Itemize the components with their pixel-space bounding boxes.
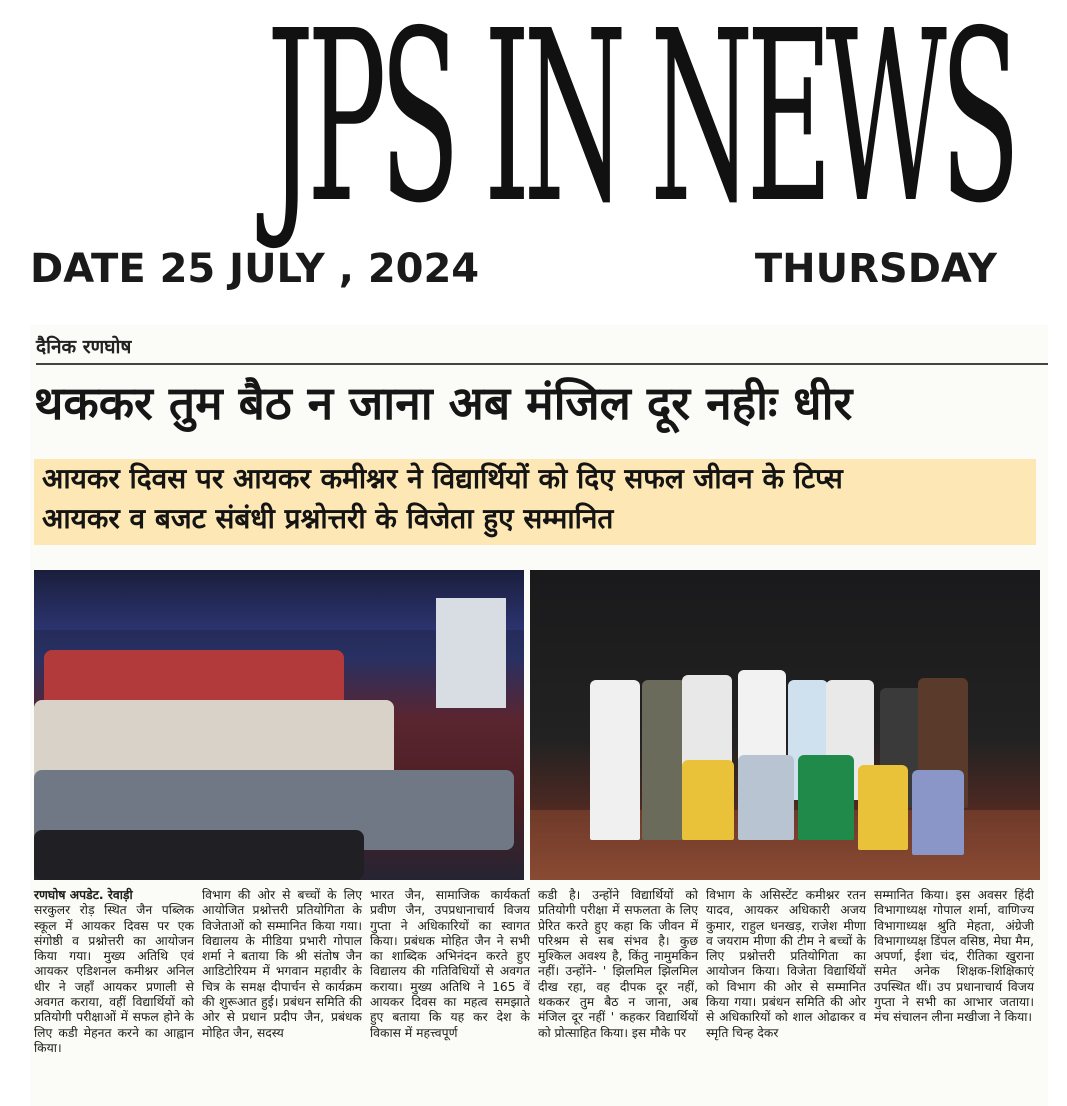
student [682,760,734,840]
student [858,765,908,850]
student [798,755,854,840]
projector-screen [436,598,506,708]
article-column [538,888,698,1041]
subheadline [34,459,1036,545]
column-text: भारत जैन, सामाजिक कार्यकर्ता प्रवीण जैन, उपप्रधानाचार्य विजय गुप्ता ने अधिकारियों का स्वागत किया। प्रबंधक मोहित जैन ने सभी का शाब्दिक अभिनंदन करते हुए विद्यालय की गतिविधियों से अवगत कराया। मुख्य अतिथि ने 165 वें आयकर दिवस का महत्व समझाते हुए बताया कि यह कर देश के विकास में महत्त्वपूर्ण [370,888,530,1040]
article-column [202,888,362,1041]
column-text: सरकुलर रोड़ स्थित जैन पब्लिक स्कूल में आयकर दिवस पर एक संगोष्ठी व प्रश्नोत्तरी का आयोजन किया गया। मुख्य अतिथि एवं आयकर एडिशनल कमीश्नर अनिल धीर ने जहाँ आयकर प्रणाली से अवगत कराया, वहीं विद्यार्थियों को प्रतियोगी परीक्षाओं में सफल होने के लिए कडी मेहनत करने का आह्वान किया। [34,903,194,1055]
dateline [30,246,997,294]
article-body [34,888,1040,1103]
column-text: विभाग के असिस्टेंट कमीश्नर रतन यादव, आयकर अधिकारी अजय कुमार, राहुल धनखड़, राजेश मीणा व जयराम मीणा की टीम ने बच्चों के लिए प्रश्नोत्तरी प्रतियोगिता का आयोजन किया। विजेता विद्यार्थियों को विभाग की ओर से सम्मानित किया गया। प्रबंधन समिति की ओर से अधिकारियों को शाल ओढाकर व स्मृति चिन्ह देकर [706,888,866,1040]
column-text: सम्मानित किया। इस अवसर हिंदी विभागाध्यक्ष गोपाल शर्मा, वाणिज्य विभागाध्यक्ष श्रुति मेहता, अंग्रेजी विभागाध्यक्ष डिंपल वसिष्ठ, मेघा मैम, अपर्णा, ईशा चंद, रीतिका खुराना समेत अनेक शिक्षक-शिक्षिकाएं उपस्थित थीं। उप प्रधानाचार्य विजय गुप्ता ने सभी का आभार जताया। मंच संचालन लीना मखीजा ने किया। [874,888,1034,1025]
column-text: विभाग की ओर से बच्चों के लिए आयोजित प्रश्नोत्तरी प्रतियोगिता के विजेताओं को सम्मानित किया गया। विद्यालय के मीडिया प्रभारी गोपाल शर्मा ने बताया कि श्री संतोष जैन आडिटोरियम में भगवान महावीर के चित्र के समक्ष दीपार्चन से कार्यक्रम की शुरूआत हुई। प्रबंधन समिति की ओर से प्रधान प्रदीप जैन, प्रबंधक मोहित जैन, सदस्य [202,888,362,1040]
auditorium-photo [34,570,524,880]
audience [34,830,364,880]
award-ceremony-photo [530,570,1040,880]
article-column [874,888,1034,1026]
article-column [34,888,194,1056]
student [738,755,794,840]
byline: रणघोष अपडेट. रेवाड़ी [34,888,133,902]
weekday-text: THURSDAY [754,246,997,292]
headline: थककर तुम बैठ न जाना अब मंजिल दूर नहीः धीर [34,376,853,430]
column-text: कडी है। उन्होंने विद्यार्थियों को प्रतियोगी परीक्षा में सफलता के लिए प्रेरित करते हुए कहा कि जीवन में परिश्रम से सब संभव है। कुछ मुश्किल अवश्य है, किंतु नामुमकिन नहीं। उन्होंने- ' झिलमिल झिलमिल दीख रहा, वह दीपक दूर नहीं, थककर तुम बैठ न जाना, अब मंजिल दूर नहीं ' कहकर विद्यार्थियों को प्रोत्साहित किया। इस मौके पर [538,888,698,1040]
subheadline-line-1: आयकर दिवस पर आयकर कमीश्नर ने विद्यार्थियों को दिए सफल जीवन के टिप्स [42,462,843,495]
person [590,680,640,840]
masthead [0,0,1067,255]
person [642,680,686,840]
divider [36,363,1048,365]
article-column [370,888,530,1041]
masthead-title: JPS IN NEWS [266,0,1014,255]
date-text: DATE 25 JULY , 2024 [30,246,480,292]
article-column [706,888,866,1041]
subheadline-line-2: आयकर व बजट संबंधी प्रश्नोत्तरी के विजेता हुए सम्मानित [42,502,614,535]
newspaper-clipping [30,325,1048,1106]
student [912,770,964,855]
newspaper-name: दैनिक रणघोष [36,336,132,358]
